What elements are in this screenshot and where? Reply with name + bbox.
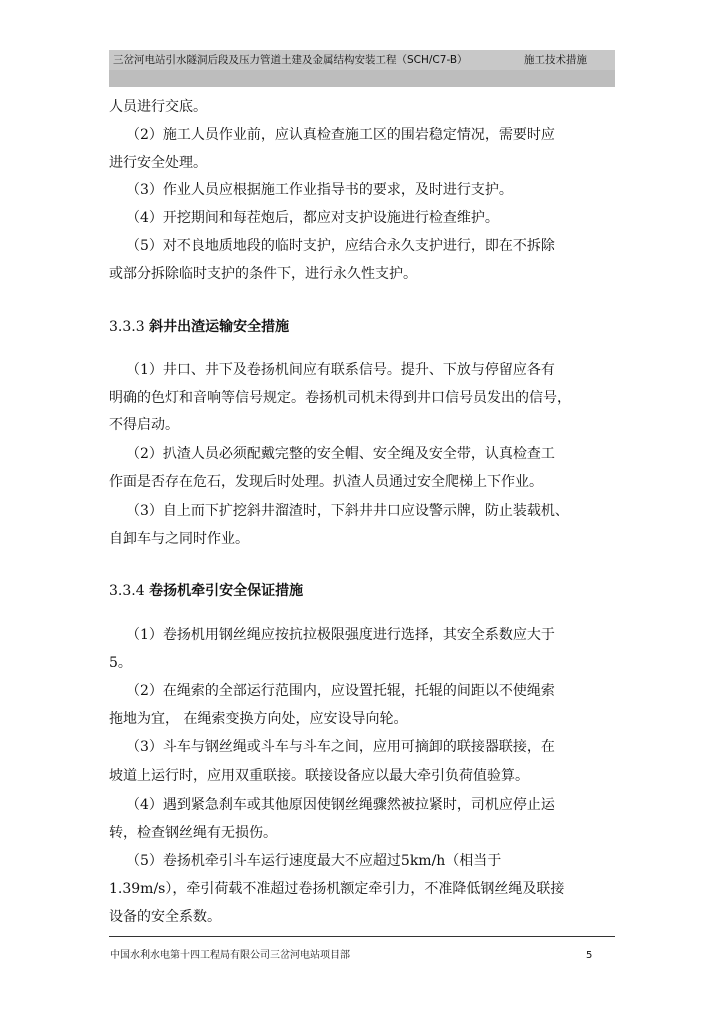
body-line: （2）施工人员作业前，应认真检查施工区的围岩稳定情况，需要时应 (126, 127, 555, 143)
body-line: （3）作业人员应根据施工作业指导书的要求，及时进行支护。 (126, 182, 513, 198)
header-title: 三岔河电站引水隧洞后段及压力管道土建及金属结构安装工程（SCH/C7-B） (113, 54, 468, 66)
body-line: 明确的色灯和音响等信号规定。卷扬机司机未得到井口信号员发出的信号， (109, 390, 571, 406)
body-line: 不得启动。 (109, 417, 179, 433)
body-line: （5）对不良地质地段的临时支护，应结合永久支护进行，即在不拆除 (126, 238, 555, 254)
body-line: （4）遇到紧急刹车或其他原因使钢丝绳骤然被拉紧时，司机应停止运 (126, 797, 555, 813)
body-line: 坡道上运行时，应用双重联接。联接设备应以最大牵引负荷值验算。 (109, 768, 529, 784)
body-line: （3）斗车与钢丝绳或斗车与斗车之间，应用可摘卸的联接器联接，在 (126, 739, 555, 755)
body-line: 设备的安全系数。 (109, 909, 221, 925)
footer-divider (109, 936, 615, 937)
section-number: 3.3.4 (109, 583, 145, 599)
section-number: 3.3.3 (109, 319, 145, 335)
body-line: （5）卷扬机牵引斗车运行速度最大不应超过5km/h（相当于 (126, 853, 502, 869)
body-line: 转，检查钢丝绳有无损伤。 (109, 825, 277, 841)
body-line: 1.39m/s），牵引荷载不准超过卷扬机额定牵引力，不准降低钢丝绳及联接 (109, 881, 565, 897)
body-line: 作面是否存在危石，发现后时处理。扒渣人员通过安全爬梯上下作业。 (109, 474, 543, 490)
section-heading (109, 581, 303, 601)
footer-organization: 中国水利水电第十四工程局有限公司三岔河电站项目部 (110, 950, 350, 961)
header-strip (109, 70, 615, 87)
page-number: 5 (586, 950, 593, 961)
section-heading (109, 317, 289, 337)
body-line: （2）在绳索的全部运行范围内，应设置托辊，托辊的间距以不使绳索 (126, 683, 555, 699)
section-title: 斜井出渣运输安全措施 (149, 319, 290, 335)
section-title: 卷扬机牵引安全保证措施 (149, 583, 304, 599)
body-line: 拖地为宜， 在绳索变换方向处，应安设导向轮。 (109, 711, 408, 727)
body-line: （3）自上而下扩挖斜井溜渣时，下斜井井口应设警示牌，防止装载机、 (126, 503, 569, 519)
body-line: 5。 (109, 655, 132, 671)
header-section: 施工技术措施 (524, 54, 587, 66)
body-line: 自卸车与之同时作业。 (109, 531, 249, 547)
body-line: （4）开挖期间和每茬炮后，都应对支护设施进行检查维护。 (126, 210, 499, 226)
body-line: 或部分拆除临时支护的条件下，进行永久性支护。 (109, 266, 417, 282)
body-line: （1）井口、井下及卷扬机间应有联系信号。提升、下放与停留应各有 (126, 362, 555, 378)
body-line: （2）扒渣人员必须配戴完整的安全帽、安全绳及安全带，认真检查工 (126, 446, 555, 462)
body-line: 人员进行交底。 (109, 99, 207, 115)
body-line: （1）卷扬机用钢丝绳应按抗拉极限强度进行选择，其安全系数应大于 (126, 627, 555, 643)
body-line: 进行安全处理。 (109, 155, 207, 171)
